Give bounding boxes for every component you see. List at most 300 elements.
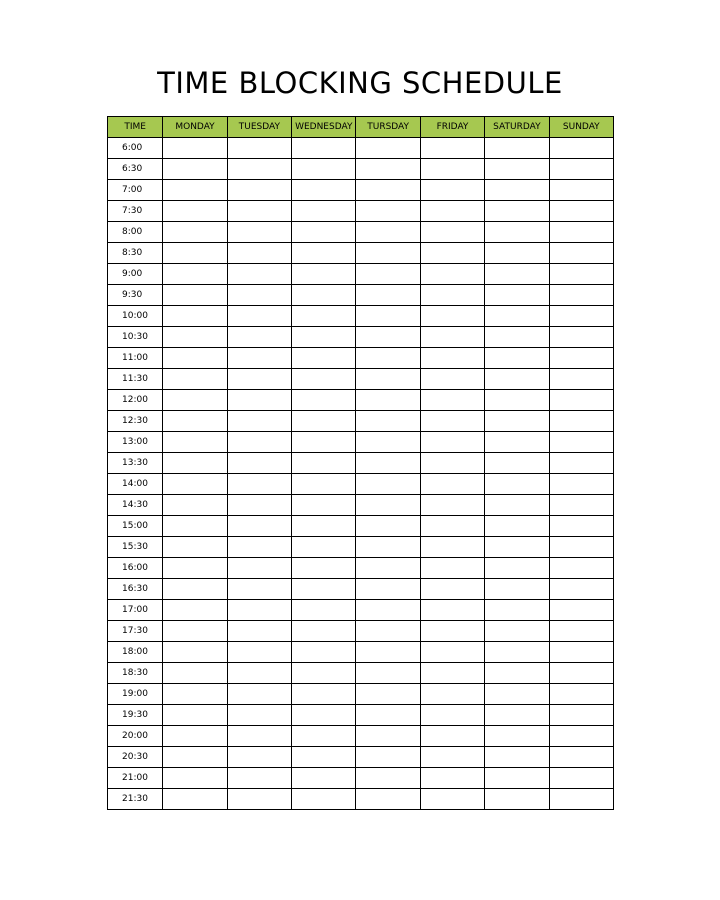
schedule-cell-sunday[interactable] [549,159,613,180]
schedule-cell-wednesday[interactable] [292,327,356,348]
schedule-cell-monday[interactable] [163,138,227,159]
schedule-cell-saturday[interactable] [485,579,549,600]
schedule-cell-saturday[interactable] [485,369,549,390]
schedule-cell-wednesday[interactable] [292,264,356,285]
schedule-cell-friday[interactable] [420,453,484,474]
time-label: 16:00 [108,558,163,579]
time-label: 9:00 [108,264,163,285]
schedule-cell-saturday[interactable] [485,726,549,747]
schedule-cell-monday[interactable] [163,516,227,537]
schedule-cell-friday[interactable] [420,369,484,390]
page-title: TIME BLOCKING SCHEDULE [157,66,563,100]
schedule-cell-friday[interactable] [420,726,484,747]
schedule-cell-sunday[interactable] [549,558,613,579]
time-label: 21:30 [108,789,163,810]
table-row [108,369,614,390]
schedule-cell-wednesday[interactable] [292,642,356,663]
schedule-cell-wednesday[interactable] [292,768,356,789]
table-row [108,705,614,726]
schedule-cell-wednesday[interactable] [292,159,356,180]
table-row [108,411,614,432]
table-row [108,327,614,348]
schedule-cell-monday[interactable] [163,600,227,621]
schedule-cell-thursday[interactable] [356,411,420,432]
schedule-cell-wednesday[interactable] [292,684,356,705]
schedule-cell-saturday[interactable] [485,348,549,369]
table-row [108,726,614,747]
schedule-cell-thursday[interactable] [356,306,420,327]
schedule-cell-monday[interactable] [163,642,227,663]
schedule-cell-wednesday[interactable] [292,600,356,621]
schedule-cell-wednesday[interactable] [292,495,356,516]
schedule-cell-thursday[interactable] [356,495,420,516]
table-row [108,747,614,768]
table-row [108,663,614,684]
time-label: 17:00 [108,600,163,621]
table-row [108,432,614,453]
schedule-cell-thursday[interactable] [356,747,420,768]
schedule-cell-monday[interactable] [163,264,227,285]
schedule-cell-sunday[interactable] [549,789,613,810]
schedule-cell-saturday[interactable] [485,768,549,789]
schedule-cell-monday[interactable] [163,495,227,516]
schedule-cell-wednesday[interactable] [292,243,356,264]
schedule-cell-saturday[interactable] [485,159,549,180]
time-label: 10:30 [108,327,163,348]
schedule-cell-tuesday[interactable] [227,600,291,621]
schedule-cell-tuesday[interactable] [227,327,291,348]
schedule-cell-wednesday[interactable] [292,411,356,432]
schedule-cell-friday[interactable] [420,390,484,411]
schedule-cell-thursday[interactable] [356,285,420,306]
schedule-cell-wednesday[interactable] [292,432,356,453]
schedule-cell-saturday[interactable] [485,201,549,222]
schedule-cell-wednesday[interactable] [292,789,356,810]
schedule-cell-friday[interactable] [420,348,484,369]
schedule-cell-monday[interactable] [163,180,227,201]
schedule-cell-saturday[interactable] [485,600,549,621]
schedule-cell-wednesday[interactable] [292,285,356,306]
time-label: 10:00 [108,306,163,327]
schedule-cell-wednesday[interactable] [292,201,356,222]
schedule-cell-friday[interactable] [420,789,484,810]
time-label: 19:30 [108,705,163,726]
schedule-cell-wednesday[interactable] [292,537,356,558]
schedule-cell-tuesday[interactable] [227,726,291,747]
schedule-cell-saturday[interactable] [485,537,549,558]
table-row [108,138,614,159]
schedule-cell-thursday[interactable] [356,768,420,789]
table-row [108,537,614,558]
schedule-cell-friday[interactable] [420,537,484,558]
schedule-cell-wednesday[interactable] [292,747,356,768]
schedule-cell-sunday[interactable] [549,411,613,432]
time-label: 12:30 [108,411,163,432]
schedule-cell-tuesday[interactable] [227,222,291,243]
schedule-cell-thursday[interactable] [356,390,420,411]
schedule-cell-friday[interactable] [420,621,484,642]
schedule-cell-sunday[interactable] [549,138,613,159]
schedule-cell-sunday[interactable] [549,201,613,222]
schedule-cell-tuesday[interactable] [227,306,291,327]
table-row [108,789,614,810]
schedule-cell-sunday[interactable] [549,180,613,201]
schedule-cell-monday[interactable] [163,327,227,348]
schedule-cell-tuesday[interactable] [227,789,291,810]
time-label: 7:00 [108,180,163,201]
schedule-cell-friday[interactable] [420,558,484,579]
schedule-cell-thursday[interactable] [356,663,420,684]
time-label: 20:00 [108,726,163,747]
schedule-cell-friday[interactable] [420,705,484,726]
table-row [108,558,614,579]
schedule-cell-friday[interactable] [420,684,484,705]
schedule-cell-monday[interactable] [163,579,227,600]
schedule-cell-monday[interactable] [163,705,227,726]
schedule-cell-thursday[interactable] [356,159,420,180]
schedule-cell-thursday[interactable] [356,348,420,369]
schedule-cell-tuesday[interactable] [227,369,291,390]
header-monday: MONDAY [163,117,227,138]
time-label: 18:30 [108,663,163,684]
schedule-cell-thursday[interactable] [356,705,420,726]
schedule-cell-friday[interactable] [420,306,484,327]
table-row [108,495,614,516]
schedule-cell-wednesday[interactable] [292,726,356,747]
schedule-cell-friday[interactable] [420,663,484,684]
table-row [108,516,614,537]
schedule-cell-friday[interactable] [420,768,484,789]
schedule-cell-friday[interactable] [420,159,484,180]
schedule-cell-sunday[interactable] [549,600,613,621]
schedule-cell-thursday[interactable] [356,180,420,201]
schedule-cell-thursday[interactable] [356,327,420,348]
header-friday: FRIDAY [420,117,484,138]
schedule-cell-wednesday[interactable] [292,705,356,726]
schedule-cell-sunday[interactable] [549,516,613,537]
schedule-cell-saturday[interactable] [485,642,549,663]
schedule-cell-sunday[interactable] [549,768,613,789]
schedule-cell-friday[interactable] [420,600,484,621]
schedule-cell-tuesday[interactable] [227,537,291,558]
table-row [108,684,614,705]
schedule-cell-sunday[interactable] [549,390,613,411]
schedule-cell-monday[interactable] [163,621,227,642]
table-row [108,159,614,180]
schedule-cell-sunday[interactable] [549,243,613,264]
schedule-cell-monday[interactable] [163,159,227,180]
schedule-cell-tuesday[interactable] [227,495,291,516]
schedule-cell-sunday[interactable] [549,495,613,516]
schedule-cell-thursday[interactable] [356,537,420,558]
schedule-cell-tuesday[interactable] [227,201,291,222]
header-saturday: SATURDAY [485,117,549,138]
schedule-cell-saturday[interactable] [485,516,549,537]
schedule-cell-wednesday[interactable] [292,390,356,411]
time-label: 13:00 [108,432,163,453]
schedule-cell-wednesday[interactable] [292,180,356,201]
table-row [108,222,614,243]
schedule-cell-sunday[interactable] [549,747,613,768]
schedule-cell-friday[interactable] [420,495,484,516]
schedule-cell-saturday[interactable] [485,243,549,264]
schedule-cell-wednesday[interactable] [292,306,356,327]
schedule-cell-tuesday[interactable] [227,138,291,159]
schedule-cell-sunday[interactable] [549,369,613,390]
schedule-cell-monday[interactable] [163,390,227,411]
schedule-cell-sunday[interactable] [549,432,613,453]
schedule-cell-wednesday[interactable] [292,663,356,684]
schedule-cell-thursday[interactable] [356,453,420,474]
schedule-cell-tuesday[interactable] [227,348,291,369]
schedule-cell-friday[interactable] [420,138,484,159]
schedule-cell-monday[interactable] [163,726,227,747]
schedule-cell-friday[interactable] [420,474,484,495]
schedule-cell-tuesday[interactable] [227,159,291,180]
schedule-cell-monday[interactable] [163,474,227,495]
schedule-cell-saturday[interactable] [485,558,549,579]
header-row [108,117,614,138]
schedule-cell-tuesday[interactable] [227,432,291,453]
schedule-cell-sunday[interactable] [549,327,613,348]
schedule-cell-saturday[interactable] [485,306,549,327]
schedule-cell-monday[interactable] [163,684,227,705]
schedule-cell-wednesday[interactable] [292,621,356,642]
schedule-cell-saturday[interactable] [485,705,549,726]
schedule-cell-tuesday[interactable] [227,663,291,684]
schedule-cell-thursday[interactable] [356,201,420,222]
schedule-cell-tuesday[interactable] [227,516,291,537]
time-label: 7:30 [108,201,163,222]
schedule-cell-sunday[interactable] [549,537,613,558]
table-row [108,306,614,327]
time-label: 21:00 [108,768,163,789]
schedule-cell-sunday[interactable] [549,579,613,600]
schedule-cell-thursday[interactable] [356,684,420,705]
schedule-cell-monday[interactable] [163,243,227,264]
schedule-cell-friday[interactable] [420,642,484,663]
schedule-cell-saturday[interactable] [485,495,549,516]
header-time: TIME [108,117,163,138]
schedule-cell-tuesday[interactable] [227,747,291,768]
schedule-cell-tuesday[interactable] [227,285,291,306]
schedule-cell-wednesday[interactable] [292,516,356,537]
schedule-cell-saturday[interactable] [485,264,549,285]
schedule-cell-wednesday[interactable] [292,558,356,579]
schedule-cell-thursday[interactable] [356,264,420,285]
schedule-cell-sunday[interactable] [549,726,613,747]
schedule-cell-friday[interactable] [420,264,484,285]
header-sunday: SUNDAY [549,117,613,138]
schedule-cell-monday[interactable] [163,411,227,432]
schedule-cell-sunday[interactable] [549,642,613,663]
table-row [108,621,614,642]
schedule-cell-saturday[interactable] [485,138,549,159]
header-thursday: TURSDAY [356,117,420,138]
table-row [108,768,614,789]
schedule-cell-tuesday[interactable] [227,243,291,264]
schedule-cell-monday[interactable] [163,789,227,810]
schedule-cell-saturday[interactable] [485,180,549,201]
schedule-cell-tuesday[interactable] [227,453,291,474]
header-tuesday: TUESDAY [227,117,291,138]
schedule-cell-saturday[interactable] [485,747,549,768]
schedule-cell-thursday[interactable] [356,789,420,810]
schedule-cell-saturday[interactable] [485,474,549,495]
schedule-cell-friday[interactable] [420,432,484,453]
schedule-cell-sunday[interactable] [549,621,613,642]
schedule-cell-sunday[interactable] [549,306,613,327]
schedule-cell-tuesday[interactable] [227,390,291,411]
table-row [108,285,614,306]
time-label: 19:00 [108,684,163,705]
schedule-cell-sunday[interactable] [549,348,613,369]
schedule-cell-saturday[interactable] [485,453,549,474]
schedule-body [108,138,614,810]
table-row [108,201,614,222]
schedule-cell-saturday[interactable] [485,621,549,642]
schedule-cell-tuesday[interactable] [227,264,291,285]
schedule-cell-tuesday[interactable] [227,768,291,789]
schedule-cell-friday[interactable] [420,285,484,306]
time-label: 20:30 [108,747,163,768]
time-label: 17:30 [108,621,163,642]
schedule-cell-friday[interactable] [420,747,484,768]
schedule-cell-saturday[interactable] [485,663,549,684]
schedule-cell-saturday[interactable] [485,411,549,432]
time-label: 12:00 [108,390,163,411]
schedule-cell-monday[interactable] [163,285,227,306]
schedule-cell-sunday[interactable] [549,705,613,726]
schedule-cell-thursday[interactable] [356,474,420,495]
schedule-cell-thursday[interactable] [356,138,420,159]
schedule-cell-saturday[interactable] [485,789,549,810]
table-row [108,243,614,264]
schedule-cell-monday[interactable] [163,747,227,768]
schedule-cell-saturday[interactable] [485,684,549,705]
schedule-cell-monday[interactable] [163,306,227,327]
schedule-cell-monday[interactable] [163,369,227,390]
time-label: 6:30 [108,159,163,180]
schedule-cell-sunday[interactable] [549,684,613,705]
table-row [108,474,614,495]
time-label: 9:30 [108,285,163,306]
table-row [108,600,614,621]
schedule-cell-wednesday[interactable] [292,138,356,159]
schedule-cell-thursday[interactable] [356,222,420,243]
schedule-cell-thursday[interactable] [356,558,420,579]
schedule-cell-tuesday[interactable] [227,684,291,705]
schedule-cell-thursday[interactable] [356,243,420,264]
table-row [108,579,614,600]
table-row [108,453,614,474]
schedule-cell-thursday[interactable] [356,516,420,537]
time-label: 14:30 [108,495,163,516]
schedule-cell-saturday[interactable] [485,222,549,243]
schedule-cell-tuesday[interactable] [227,579,291,600]
time-label: 16:30 [108,579,163,600]
schedule-cell-saturday[interactable] [485,432,549,453]
schedule-cell-thursday[interactable] [356,432,420,453]
schedule-cell-sunday[interactable] [549,222,613,243]
schedule-cell-friday[interactable] [420,243,484,264]
schedule-cell-saturday[interactable] [485,390,549,411]
schedule-cell-friday[interactable] [420,411,484,432]
schedule-cell-wednesday[interactable] [292,369,356,390]
schedule-cell-thursday[interactable] [356,642,420,663]
table-row [108,264,614,285]
schedule-cell-tuesday[interactable] [227,558,291,579]
time-label: 14:00 [108,474,163,495]
schedule-cell-thursday[interactable] [356,579,420,600]
schedule-cell-monday[interactable] [163,222,227,243]
schedule-cell-monday[interactable] [163,348,227,369]
time-label: 18:00 [108,642,163,663]
schedule-cell-monday[interactable] [163,432,227,453]
time-label: 8:00 [108,222,163,243]
schedule-cell-tuesday[interactable] [227,180,291,201]
schedule-cell-friday[interactable] [420,222,484,243]
table-row [108,390,614,411]
schedule-cell-monday[interactable] [163,558,227,579]
schedule-cell-sunday[interactable] [549,285,613,306]
time-label: 13:30 [108,453,163,474]
schedule-cell-wednesday[interactable] [292,453,356,474]
schedule-cell-monday[interactable] [163,537,227,558]
time-label: 6:00 [108,138,163,159]
schedule-cell-tuesday[interactable] [227,642,291,663]
time-label: 15:00 [108,516,163,537]
header-wednesday: WEDNESDAY [292,117,356,138]
schedule-cell-friday[interactable] [420,201,484,222]
schedule-cell-monday[interactable] [163,768,227,789]
schedule-cell-wednesday[interactable] [292,579,356,600]
schedule-cell-thursday[interactable] [356,369,420,390]
schedule-cell-sunday[interactable] [549,453,613,474]
schedule-cell-monday[interactable] [163,201,227,222]
time-label: 11:30 [108,369,163,390]
schedule-cell-friday[interactable] [420,579,484,600]
schedule-cell-tuesday[interactable] [227,411,291,432]
table-row [108,348,614,369]
schedule-cell-thursday[interactable] [356,726,420,747]
schedule-cell-monday[interactable] [163,663,227,684]
time-label: 8:30 [108,243,163,264]
schedule-table [107,116,614,810]
schedule-cell-thursday[interactable] [356,621,420,642]
schedule-cell-monday[interactable] [163,453,227,474]
table-row [108,642,614,663]
schedule-cell-sunday[interactable] [549,474,613,495]
schedule-cell-tuesday[interactable] [227,474,291,495]
time-label: 15:30 [108,537,163,558]
schedule-cell-saturday[interactable] [485,327,549,348]
schedule-cell-friday[interactable] [420,516,484,537]
schedule-cell-tuesday[interactable] [227,705,291,726]
schedule-cell-friday[interactable] [420,180,484,201]
schedule-cell-tuesday[interactable] [227,621,291,642]
schedule-cell-saturday[interactable] [485,285,549,306]
schedule-cell-thursday[interactable] [356,600,420,621]
schedule-cell-wednesday[interactable] [292,348,356,369]
schedule-cell-friday[interactable] [420,327,484,348]
schedule-cell-sunday[interactable] [549,264,613,285]
schedule-cell-sunday[interactable] [549,663,613,684]
time-label: 11:00 [108,348,163,369]
schedule-cell-wednesday[interactable] [292,222,356,243]
schedule-cell-wednesday[interactable] [292,474,356,495]
table-row [108,180,614,201]
